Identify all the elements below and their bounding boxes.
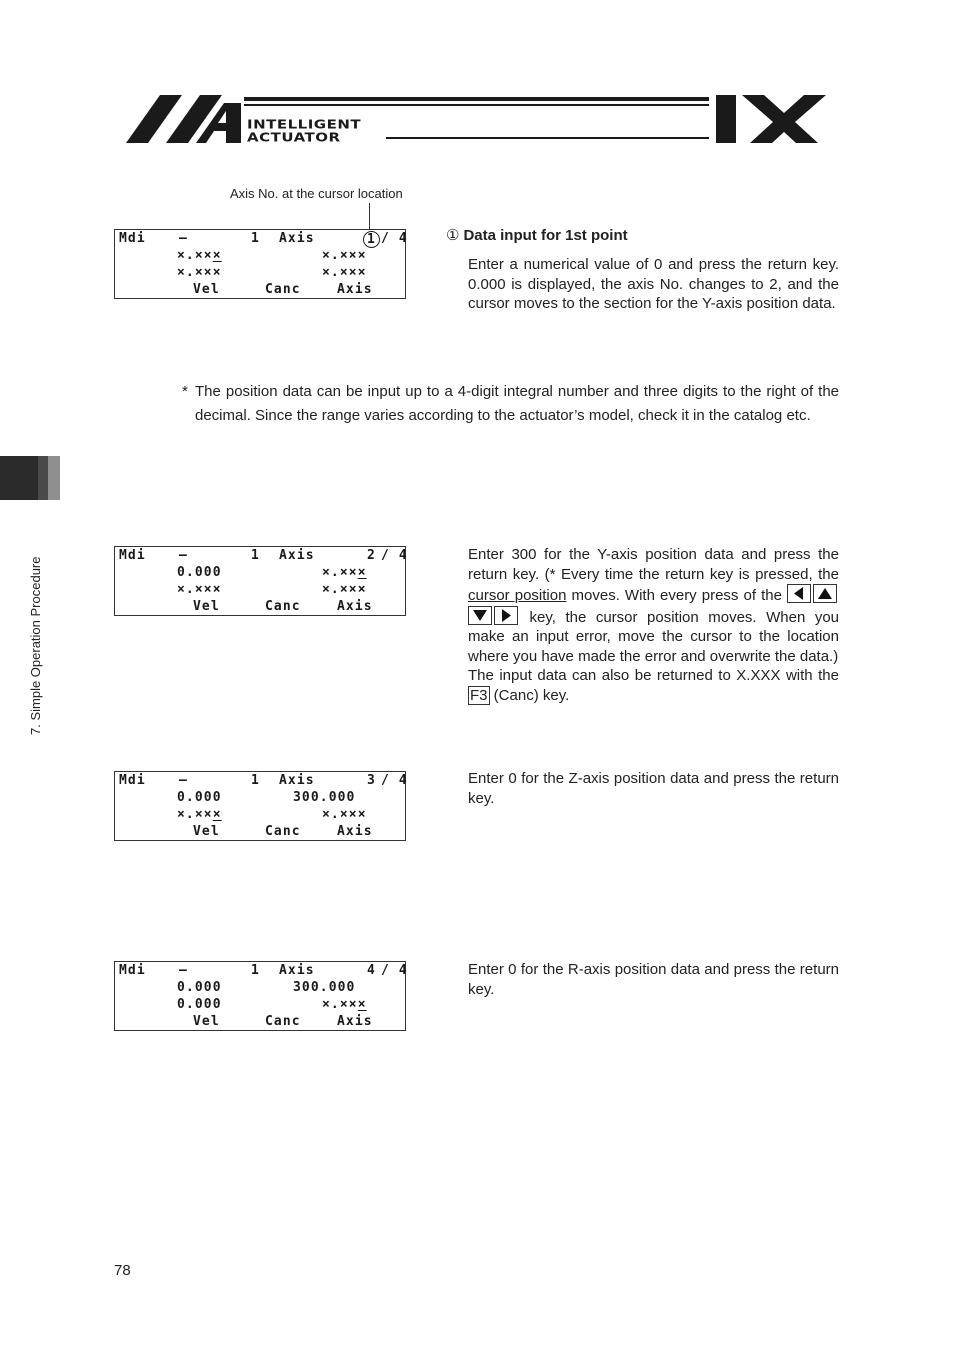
point-number: 1	[251, 231, 260, 246]
lcd-row	[119, 772, 408, 789]
lcd-row	[119, 564, 403, 581]
axis-label: Axis	[279, 548, 315, 563]
lcd-row	[119, 230, 408, 247]
softkey-axis: Axis	[337, 599, 373, 614]
axis-label: Axis	[279, 963, 315, 978]
note-text: The position data can be input up to a 4-digit integral number and three digits to the right of the decimal. Since the range varies according to the actuator’s model, check it in the catalog etc.	[195, 383, 839, 424]
x-position-value: 0.000	[177, 980, 222, 995]
logo-rule	[244, 104, 709, 106]
lcd-row	[119, 281, 403, 298]
text-run-underlined: cursor position	[468, 587, 567, 604]
lcd-screen-1	[114, 229, 406, 299]
lcd-row	[119, 789, 403, 806]
axis-label: Axis	[279, 231, 315, 246]
dash: –	[179, 773, 188, 788]
dash: –	[179, 548, 188, 563]
x-position-value: ×.××	[177, 248, 213, 263]
note-asterisk: *	[182, 383, 188, 400]
up-arrow-key-icon	[813, 584, 837, 603]
text-run: key, the cursor position moves. When you make an input error, move the cursor to the location where you have made the error and overwrite the data.)	[468, 608, 839, 665]
mode-label: Mdi	[119, 773, 146, 788]
r-position-value: ×.×××	[322, 582, 367, 597]
lcd-row	[119, 823, 403, 840]
cursor: ×	[357, 565, 367, 580]
cursor: ×	[357, 997, 367, 1012]
softkey-vel: Vel	[193, 824, 220, 839]
logo-rule	[244, 97, 709, 101]
axis-total: / 4	[381, 963, 408, 978]
softkey-canc: Canc	[265, 824, 301, 839]
lcd-row	[119, 264, 403, 281]
dash: –	[179, 963, 188, 978]
chapter-tab-shade	[38, 456, 48, 500]
y-position-value: ×.××	[322, 565, 358, 580]
softkey-canc: Canc	[265, 1014, 301, 1029]
text-run: moves. With every press of the	[566, 587, 787, 604]
axis-current: 1	[363, 231, 380, 248]
annotation-leader-line	[369, 203, 370, 229]
chapter-tab-shade	[48, 456, 60, 500]
step-4-body: Enter 0 for the R-axis position data and press the return key.	[468, 961, 839, 998]
f3-key-label: F3	[470, 686, 488, 704]
lcd-screen-4	[114, 961, 406, 1031]
ia-logo-mark	[126, 95, 241, 143]
page-number: 78	[114, 1262, 131, 1279]
axis-current: 2	[367, 548, 376, 563]
lcd-row	[119, 996, 403, 1013]
axis-total: / 4	[381, 548, 408, 563]
axis-current: 3	[367, 773, 376, 788]
softkey-axis: Axis	[337, 282, 373, 297]
lcd-row	[119, 979, 403, 996]
lcd-row	[119, 962, 408, 979]
softkey-axis: Axis	[337, 824, 373, 839]
logo-text-intelligent: INTELLIGENT	[247, 116, 362, 132]
mode-label: Mdi	[119, 963, 146, 978]
lcd-row	[119, 247, 403, 264]
lcd-row	[119, 581, 403, 598]
cursor: ×	[212, 807, 222, 822]
logo-text-actuator: ACTUATOR	[247, 129, 341, 145]
text-run: (Canc) key.	[489, 686, 570, 704]
softkey-vel: Vel	[193, 599, 220, 614]
axis-label: Axis	[279, 773, 315, 788]
cursor-axis-annotation: Axis No. at the cursor location	[230, 186, 403, 201]
z-position-value: ×.×××	[177, 265, 222, 280]
softkey-canc: Canc	[265, 282, 301, 297]
y-position-value: 300.000	[293, 790, 356, 805]
lcd-screen-2	[114, 546, 406, 616]
text-run: Enter 300 for the Y-axis position data and press the return key. (* Every time the return key is pressed, the	[468, 546, 839, 583]
point-number: 1	[251, 963, 260, 978]
y-position-value: 300.000	[293, 980, 356, 995]
lcd-row	[119, 806, 403, 823]
axis-current: 4	[367, 963, 376, 978]
lcd-screen-3	[114, 771, 406, 841]
softkey-vel: Vel	[193, 1014, 220, 1029]
mode-label: Mdi	[119, 231, 146, 246]
y-position-value: ×.×××	[322, 248, 367, 263]
logo-rule	[386, 137, 709, 139]
step-2-body	[468, 545, 839, 705]
r-position-value: ×.××	[322, 997, 358, 1012]
point-number: 1	[251, 548, 260, 563]
z-position-value: ×.×××	[177, 582, 222, 597]
lcd-row	[119, 598, 403, 615]
ix-logo-mark	[716, 95, 828, 143]
point-number: 1	[251, 773, 260, 788]
z-position-value: ×.××	[177, 807, 213, 822]
softkey-canc: Canc	[265, 599, 301, 614]
left-arrow-key-icon	[787, 584, 811, 603]
r-position-value: ×.×××	[322, 265, 367, 280]
step-marker: ①	[446, 227, 460, 244]
dash: –	[179, 231, 188, 246]
text-run: The input data can also be returned to X.XXX with the	[468, 667, 839, 684]
axis-total: / 4	[381, 231, 408, 246]
step-3-body: Enter 0 for the Z-axis position data and press the return key.	[468, 770, 839, 807]
softkey-axis: Axis	[337, 1014, 373, 1029]
chapter-label: 7. Simple Operation Procedure	[28, 556, 43, 735]
right-arrow-key-icon	[494, 606, 518, 625]
cursor: ×	[212, 248, 222, 263]
step-1-heading	[446, 226, 628, 244]
chapter-tab	[0, 456, 38, 500]
step-1-body: Enter a numerical value of 0 and press the return key. 0.000 is displayed, the axis No. changes to 2, and the cursor moves to the section for the Y-axis position data.	[468, 256, 839, 312]
x-position-value: 0.000	[177, 790, 222, 805]
down-arrow-key-icon	[468, 606, 492, 625]
z-position-value: 0.000	[177, 997, 222, 1012]
axis-total: / 4	[381, 773, 408, 788]
lcd-row	[119, 1013, 403, 1030]
lcd-row	[119, 547, 408, 564]
x-position-value: 0.000	[177, 565, 222, 580]
mode-label: Mdi	[119, 548, 146, 563]
step-1-title: Data input for 1st point	[463, 227, 628, 244]
softkey-vel: Vel	[193, 282, 220, 297]
r-position-value: ×.×××	[322, 807, 367, 822]
